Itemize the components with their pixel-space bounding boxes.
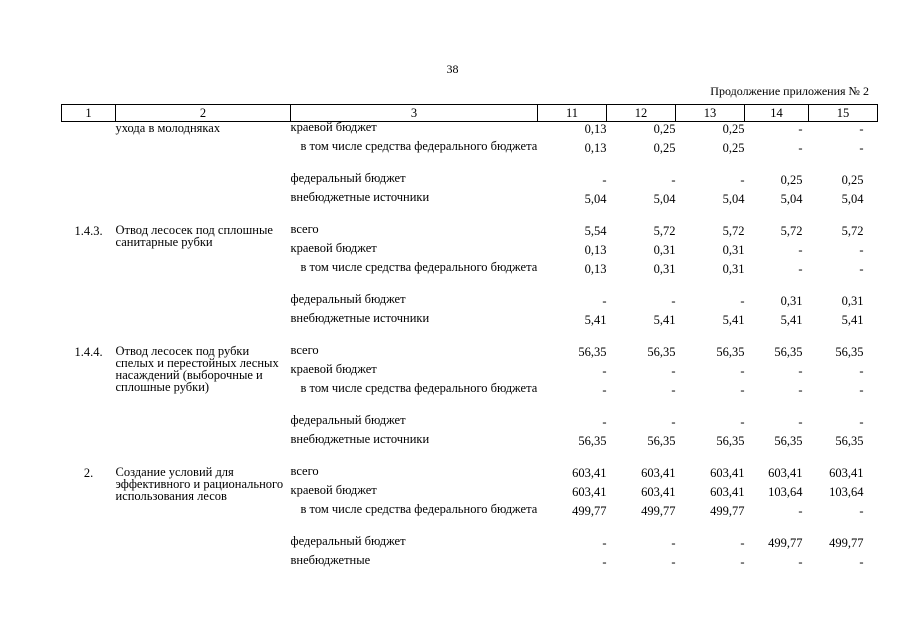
value-col-14: - xyxy=(798,262,803,276)
header-col-12: 12 xyxy=(607,105,676,122)
value-col-13: - xyxy=(740,536,745,550)
value-col-12: 56,35 xyxy=(647,434,676,448)
value-col-13: 603,41 xyxy=(710,466,745,480)
funding-source: в том числе средства федерального бюджета xyxy=(300,139,538,153)
value-col-15: 5,04 xyxy=(841,192,864,206)
value-col-11: 499,77 xyxy=(572,504,607,518)
value-col-11: 603,41 xyxy=(572,466,607,480)
activity-name: Создание условий для эффективного и рационального использования лесов xyxy=(115,465,284,503)
value-col-15: - xyxy=(859,415,864,429)
value-col-13: - xyxy=(740,555,745,569)
value-col-12: 0,25 xyxy=(653,122,676,136)
header-col-1: 1 xyxy=(62,105,116,122)
value-col-12: - xyxy=(671,555,676,569)
funding-source: федеральный бюджет xyxy=(290,171,406,185)
value-col-13: - xyxy=(740,294,745,308)
value-col-12: - xyxy=(671,173,676,187)
table-row xyxy=(62,345,878,364)
value-col-12: 0,31 xyxy=(653,243,676,257)
funding-source: внебюджетные источники xyxy=(290,311,430,325)
value-col-13: 56,35 xyxy=(716,345,745,359)
value-col-15: 603,41 xyxy=(829,466,864,480)
value-col-12: 0,25 xyxy=(653,141,676,155)
row-number: 1.4.3. xyxy=(74,224,103,238)
header-col-11: 11 xyxy=(538,105,607,122)
value-col-13: 5,72 xyxy=(722,224,745,238)
header-col-13: 13 xyxy=(676,105,745,122)
value-col-15: 0,25 xyxy=(841,173,864,187)
value-col-13: 0,25 xyxy=(722,141,745,155)
budget-table xyxy=(61,104,878,574)
value-col-12: 603,41 xyxy=(641,485,676,499)
value-col-12: 56,35 xyxy=(647,345,676,359)
funding-source: в том числе средства федерального бюджета xyxy=(300,502,538,516)
value-col-13: 0,25 xyxy=(722,122,745,136)
funding-source: краевой бюджет xyxy=(290,362,377,376)
value-col-11: 0,13 xyxy=(584,243,607,257)
header-col-15: 15 xyxy=(809,105,878,122)
value-col-15: - xyxy=(859,555,864,569)
value-col-11: - xyxy=(602,555,607,569)
header-row xyxy=(62,105,878,122)
funding-source: внебюджетные источники xyxy=(290,190,430,204)
funding-source: внебюджетные xyxy=(290,553,371,567)
value-col-13: - xyxy=(740,415,745,429)
value-col-11: - xyxy=(602,364,607,378)
value-col-13: - xyxy=(740,173,745,187)
row-number xyxy=(62,122,116,225)
value-col-15: - xyxy=(859,504,864,518)
value-col-11: - xyxy=(602,415,607,429)
value-col-14: - xyxy=(798,383,803,397)
value-col-11: - xyxy=(602,173,607,187)
value-col-11: 0,13 xyxy=(584,141,607,155)
value-col-14: - xyxy=(798,555,803,569)
value-col-15: 5,41 xyxy=(841,313,864,327)
value-col-13: 5,04 xyxy=(722,192,745,206)
value-col-13: 0,31 xyxy=(722,243,745,257)
value-col-13: 603,41 xyxy=(710,485,745,499)
value-col-11: 56,35 xyxy=(578,345,607,359)
activity-name: Отвод лесосек под рубки спелых и перестойных лесных насаждений (выборочные и сплошные рубки) xyxy=(115,344,279,394)
value-col-12: - xyxy=(671,536,676,550)
value-col-15: - xyxy=(859,141,864,155)
funding-source: в том числе средства федерального бюджета xyxy=(300,260,538,274)
value-col-15: 0,31 xyxy=(841,294,864,308)
value-col-12: - xyxy=(671,364,676,378)
value-col-14: 56,35 xyxy=(774,434,803,448)
value-col-11: 603,41 xyxy=(572,485,607,499)
value-col-15: - xyxy=(859,243,864,257)
value-col-14: - xyxy=(798,141,803,155)
value-col-15: - xyxy=(859,383,864,397)
value-col-15: 56,35 xyxy=(835,345,864,359)
value-col-12: - xyxy=(671,383,676,397)
continuation-note: Продолжение приложения № 2 xyxy=(710,84,869,98)
value-col-15: - xyxy=(859,122,864,136)
value-col-11: 5,41 xyxy=(584,313,607,327)
value-col-14: 603,41 xyxy=(768,466,803,480)
value-col-15: 499,77 xyxy=(829,536,864,550)
value-col-15: 56,35 xyxy=(835,434,864,448)
activity-name: ухода в молодняках xyxy=(115,121,221,135)
value-col-14: - xyxy=(798,122,803,136)
value-col-12: 0,31 xyxy=(653,262,676,276)
value-col-13: - xyxy=(740,364,745,378)
funding-source: в том числе средства федерального бюджета xyxy=(300,381,538,395)
funding-source: всего xyxy=(290,464,319,478)
header-col-3: 3 xyxy=(291,105,538,122)
table-row xyxy=(62,466,878,485)
value-col-15: - xyxy=(859,364,864,378)
value-col-14: 0,31 xyxy=(780,294,803,308)
activity-name: Отвод лесосек под сплошные санитарные рубки xyxy=(115,223,273,249)
value-col-13: 5,41 xyxy=(722,313,745,327)
funding-source: краевой бюджет xyxy=(290,241,377,255)
row-number: 2. xyxy=(83,466,94,480)
value-col-13: 56,35 xyxy=(716,434,745,448)
header-col-14: 14 xyxy=(745,105,809,122)
value-col-11: 0,13 xyxy=(584,262,607,276)
value-col-12: 5,04 xyxy=(653,192,676,206)
funding-source: всего xyxy=(290,222,319,236)
value-col-14: 499,77 xyxy=(768,536,803,550)
value-col-11: - xyxy=(602,536,607,550)
value-col-14: 5,04 xyxy=(780,192,803,206)
value-col-11: 5,04 xyxy=(584,192,607,206)
value-col-14: - xyxy=(798,243,803,257)
value-col-11: - xyxy=(602,383,607,397)
value-col-13: - xyxy=(740,383,745,397)
value-col-15: 103,64 xyxy=(829,485,864,499)
value-col-12: - xyxy=(671,294,676,308)
value-col-13: 0,31 xyxy=(722,262,745,276)
funding-source: федеральный бюджет xyxy=(290,413,406,427)
header-col-2: 2 xyxy=(116,105,291,122)
value-col-11: 56,35 xyxy=(578,434,607,448)
value-col-14: 56,35 xyxy=(774,345,803,359)
value-col-12: 5,72 xyxy=(653,224,676,238)
funding-source: краевой бюджет xyxy=(290,483,377,497)
value-col-14: 0,25 xyxy=(780,173,803,187)
funding-source: краевой бюджет xyxy=(290,120,377,134)
value-col-12: 499,77 xyxy=(641,504,676,518)
value-col-14: 103,64 xyxy=(768,485,803,499)
value-col-11: 0,13 xyxy=(584,122,607,136)
value-col-11: - xyxy=(602,294,607,308)
page-number: 38 xyxy=(446,62,459,76)
value-col-13: 499,77 xyxy=(710,504,745,518)
value-col-14: 5,72 xyxy=(780,224,803,238)
table-row xyxy=(62,224,878,243)
value-col-12: 603,41 xyxy=(641,466,676,480)
value-col-14: - xyxy=(798,415,803,429)
value-col-12: 5,41 xyxy=(653,313,676,327)
value-col-14: 5,41 xyxy=(780,313,803,327)
value-col-15: 5,72 xyxy=(841,224,864,238)
funding-source: федеральный бюджет xyxy=(290,534,406,548)
row-number: 1.4.4. xyxy=(74,345,103,359)
funding-source: федеральный бюджет xyxy=(290,292,406,306)
value-col-14: - xyxy=(798,504,803,518)
value-col-14: - xyxy=(798,364,803,378)
funding-source: всего xyxy=(290,343,319,357)
value-col-12: - xyxy=(671,415,676,429)
funding-source: внебюджетные источники xyxy=(290,432,430,446)
value-col-15: - xyxy=(859,262,864,276)
value-col-11: 5,54 xyxy=(584,224,607,238)
